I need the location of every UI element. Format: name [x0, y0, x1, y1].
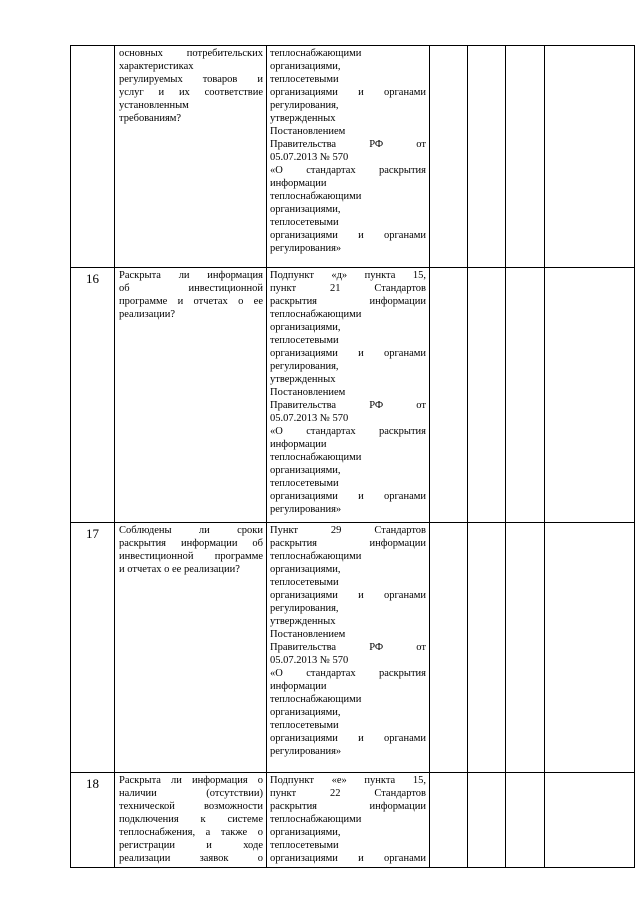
reference-line: информации — [270, 439, 327, 450]
reference-cell — [267, 46, 430, 268]
question-cell — [115, 523, 267, 773]
reference-line: 05.07.2013 № 570 — [270, 655, 349, 666]
reference-line: информации — [270, 681, 327, 692]
reference-line: «О стандартах раскрытия — [270, 668, 426, 679]
question-line: установленным — [119, 100, 189, 111]
reference-line: организациями, — [270, 322, 341, 333]
reference-line: Пункт 29 Стандартов — [270, 525, 426, 536]
question-line: наличии (отсутствии) — [119, 788, 263, 799]
reference-line: раскрытия информации — [270, 296, 426, 307]
empty-cell — [468, 773, 506, 868]
reference-line: пункт 21 Стандартов — [270, 283, 426, 294]
table-row — [71, 773, 635, 868]
reference-line: теплосетевыми — [270, 335, 339, 346]
question-cell — [115, 773, 267, 868]
reference-line: организациями и органами — [270, 491, 426, 502]
reference-line: информации — [270, 178, 327, 189]
reference-line: регулирования» — [270, 504, 342, 515]
empty-cell — [468, 523, 506, 773]
reference-line: «О стандартах раскрытия — [270, 165, 426, 176]
empty-cell — [506, 773, 545, 868]
reference-line: регулирования, — [270, 100, 339, 111]
reference-line: утвержденных — [270, 616, 336, 627]
reference-line: теплосетевыми — [270, 840, 339, 851]
reference-line: «О стандартах раскрытия — [270, 426, 426, 437]
reference-cell — [267, 773, 430, 868]
question-line: раскрытия информации об — [119, 538, 263, 549]
question-line: регулируемых товаров и — [119, 74, 263, 85]
empty-cell — [468, 268, 506, 523]
empty-cell — [430, 773, 468, 868]
reference-line: организациями и органами — [270, 87, 426, 98]
reference-cell — [267, 268, 430, 523]
reference-line: Правительства РФ от — [270, 139, 426, 150]
reference-cell — [267, 523, 430, 773]
reference-line: раскрытия информации — [270, 538, 426, 549]
empty-cell — [430, 523, 468, 773]
table-row — [71, 523, 635, 773]
question-line: реализации? — [119, 309, 175, 320]
reference-line: теплоснабжающими — [270, 309, 362, 320]
checklist-table — [70, 45, 635, 868]
reference-line: регулирования» — [270, 243, 342, 254]
question-line: программе и отчетах о ее — [119, 296, 263, 307]
reference-line: теплоснабжающими — [270, 694, 362, 705]
question-line: инвестиционной программе — [119, 551, 263, 562]
question-line: услуг и их соответствие — [119, 87, 263, 98]
question-line: технической возможности — [119, 801, 263, 812]
reference-line: регулирования» — [270, 746, 342, 757]
question-line: Раскрыта ли информация о — [119, 775, 263, 786]
reference-line: Правительства РФ от — [270, 642, 426, 653]
reference-line: организациями и органами — [270, 348, 426, 359]
question-line: реализации заявок о — [119, 853, 263, 864]
empty-cell — [506, 523, 545, 773]
question-line: и отчетах о ее реализации? — [119, 564, 240, 575]
row-number: 18 — [71, 773, 115, 868]
reference-line: 05.07.2013 № 570 — [270, 152, 349, 163]
reference-line: теплоснабжающими — [270, 452, 362, 463]
reference-line: Постановлением — [270, 629, 346, 640]
empty-cell — [468, 46, 506, 268]
question-cell — [115, 268, 267, 523]
question-line: основных потребительских — [119, 48, 263, 59]
question-line: требованиям? — [119, 113, 182, 124]
empty-cell — [545, 46, 635, 268]
question-line: регистрации и ходе — [119, 840, 263, 851]
question-line: об инвестиционной — [119, 283, 263, 294]
question-line: Раскрыта ли информация — [119, 270, 263, 281]
reference-line: теплоснабжающими — [270, 814, 362, 825]
reference-line: теплосетевыми — [270, 217, 339, 228]
row-number — [71, 46, 115, 268]
reference-line: организациями, — [270, 61, 341, 72]
reference-line: организациями, — [270, 827, 341, 838]
table-row — [71, 46, 635, 268]
reference-line: теплосетевыми — [270, 478, 339, 489]
question-line: теплоснабжения, а также о — [119, 827, 263, 838]
empty-cell — [430, 46, 468, 268]
reference-line: 05.07.2013 № 570 — [270, 413, 349, 424]
reference-line: организациями и органами — [270, 230, 426, 241]
reference-line: организациями, — [270, 564, 341, 575]
row-number: 16 — [71, 268, 115, 523]
reference-line: Правительства РФ от — [270, 400, 426, 411]
empty-cell — [506, 268, 545, 523]
question-cell — [115, 46, 267, 268]
reference-line: Подпункт «д» пункта 15, — [270, 270, 426, 281]
row-number: 17 — [71, 523, 115, 773]
reference-line: теплосетевыми — [270, 74, 339, 85]
question-line: Соблюдены ли сроки — [119, 525, 263, 536]
reference-line: регулирования, — [270, 603, 339, 614]
empty-cell — [545, 773, 635, 868]
empty-cell — [545, 523, 635, 773]
reference-line: теплосетевыми — [270, 720, 339, 731]
reference-line: теплосетевыми — [270, 577, 339, 588]
empty-cell — [545, 268, 635, 523]
empty-cell — [430, 268, 468, 523]
reference-line: регулирования, — [270, 361, 339, 372]
reference-line: Подпункт «е» пункта 15, — [270, 775, 426, 786]
reference-line: теплоснабжающими — [270, 48, 362, 59]
reference-line: организациями и органами — [270, 733, 426, 744]
reference-line: утвержденных — [270, 113, 336, 124]
reference-line: организациями и органами — [270, 590, 426, 601]
empty-cell — [506, 46, 545, 268]
reference-line: теплоснабжающими — [270, 551, 362, 562]
reference-line: организациями, — [270, 465, 341, 476]
reference-line: пункт 22 Стандартов — [270, 788, 426, 799]
question-line: подключения к системе — [119, 814, 263, 825]
question-line: характеристиках — [119, 61, 194, 72]
table-row — [71, 268, 635, 523]
reference-line: теплоснабжающими — [270, 191, 362, 202]
reference-line: раскрытия информации — [270, 801, 426, 812]
reference-line: организациями, — [270, 204, 341, 215]
reference-line: Постановлением — [270, 126, 346, 137]
reference-line: утвержденных — [270, 374, 336, 385]
reference-line: Постановлением — [270, 387, 346, 398]
reference-line: организациями, — [270, 707, 341, 718]
reference-line: организациями и органами — [270, 853, 426, 864]
